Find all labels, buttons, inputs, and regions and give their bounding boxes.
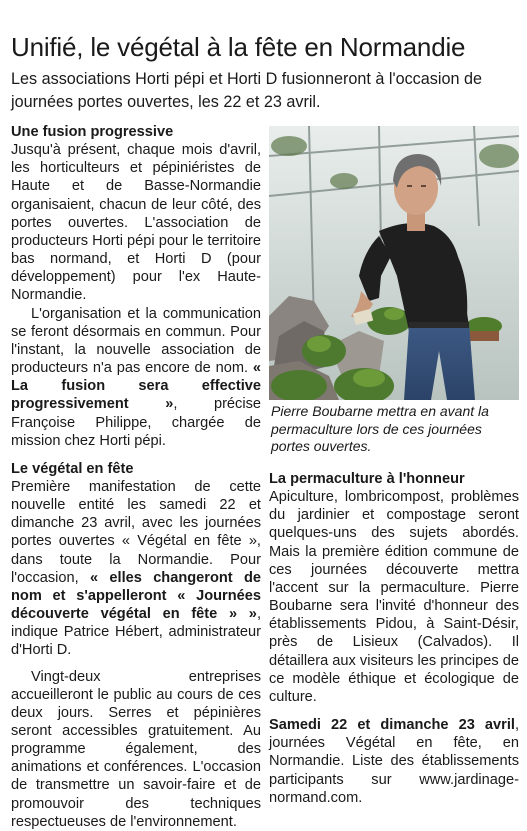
quote-text: « La fusion sera effective progressivement » <box>11 360 261 413</box>
section-spacer <box>11 450 261 460</box>
article-headline: Unifié, le végétal à la fête en Normandie <box>11 32 466 62</box>
event-dates: Samedi 22 et dimanche 23 avril <box>269 717 515 734</box>
greenhouse-portrait-image <box>269 126 519 400</box>
section-title-vegetal: Le végétal en fête <box>11 460 134 477</box>
quote-text: « elles changeront de nom et s'appelleront « Journées découverte végétal en fête » » <box>11 569 261 623</box>
photo-caption: Pierre Boubarne mettra en avant la permaculture lors de ces journées portes ouvertes. <box>271 403 489 454</box>
paragraph-text: , indique Patrice Hébert, administrateur d'Horti D. <box>11 606 261 659</box>
right-column <box>269 470 519 807</box>
paragraph-text: , précise Françoise Philippe, chargée de mission chez Horti pépi. <box>11 396 261 449</box>
section-title-permaculture: La permaculture à l'honneur <box>269 471 465 487</box>
paragraph-text: L'organisation et la communication se feront désormais en commun. Pour l'instant, la nouvelle association de producteurs n'a pas encore de nom. <box>11 305 261 377</box>
paragraph: Vingt-deux entreprises accueilleront le public au cours de ces deux jours. Serres et pépinières seront accessibles gratuitement. Au programme également, des animations et conférences. L'occasion de transmettre un savoir-faire et de promouvoir des techniques respectueuses de l'environnement. <box>11 668 261 830</box>
article-photo <box>269 126 519 400</box>
article-standfirst: Les associations Horti pépi et Horti D fusionneront à l'occasion de journées portes ouvertes, les 22 et 23 avril. <box>11 70 482 111</box>
paragraph-text: Première manifestation de cette nouvelle entité les samedi 22 et dimanche 23 avril, avec les journées portes ouvertes « Végétal en fête », dans toute la Normandie. Pour l'occasion, <box>11 478 261 586</box>
left-column <box>11 123 261 831</box>
paragraph: Jusqu'à présent, chaque mois d'avril, les horticulteurs et pépiniéristes de Haute et de Basse-Normandie organisaient, chacun de leur côté, des portes ouvertes. L'association de producteurs Horti pépi pour le territoire bas normand, et Horti D (pour développement) pour l'ex Haute-Normandie. <box>11 142 261 304</box>
paragraph <box>11 305 261 450</box>
paragraph <box>11 478 261 660</box>
section-title-fusion: Une fusion progressive <box>11 124 174 140</box>
event-details: , journées Végétal en fête, en Normandie. Liste des établissements participants sur www.jardinage-normand.com. <box>269 717 519 806</box>
paragraph: Apiculture, lombricompost, problèmes du jardinier et compostage seront quelques-uns des sujets abordés. Mais la première édition commune de ces journées découverte mettra l'accent sur la permaculture. Pierre Boubarne sera l'invité d'honneur des établissements Pidou, à Saint-Désir, près de Lisieux (Calvados). Il détaillera aux visiteurs les principes de ce modèle éthique et écologique de culture. <box>269 489 519 705</box>
event-info <box>269 716 519 807</box>
